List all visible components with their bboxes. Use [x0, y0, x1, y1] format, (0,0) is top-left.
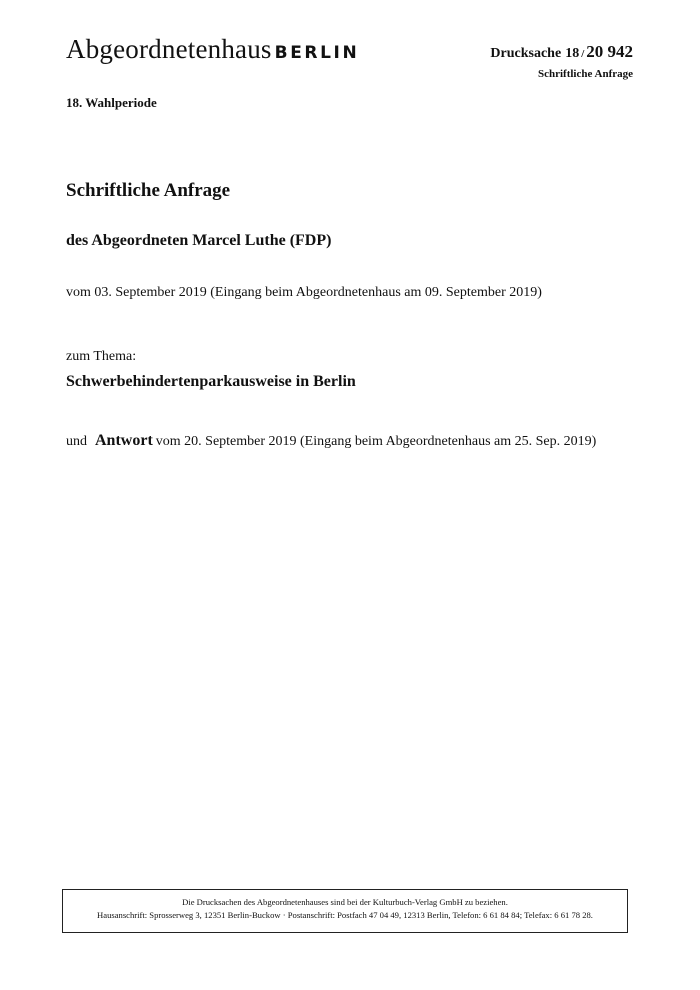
inquiry-topic: Schwerbehindertenparkausweise in Berlin	[66, 373, 356, 390]
parliament-logo	[66, 36, 359, 63]
answer-rest: vom 20. September 2019 (Eingang beim Abgeordnetenhaus am 25. Sep. 2019)	[155, 434, 597, 449]
logo-main-text: Abgeordnetenhaus	[66, 34, 272, 64]
inquiry-author: des Abgeordneten Marcel Luthe (FDP)	[66, 232, 332, 249]
document-number-separator: /	[581, 48, 585, 60]
document-number-value: 20 942	[586, 42, 633, 61]
legislative-period: 18. Wahlperiode	[66, 95, 157, 110]
answer-word: Antwort	[95, 432, 153, 449]
footer-box	[62, 889, 628, 933]
document-number-label: Drucksache	[490, 46, 562, 61]
answer-prefix: und	[66, 434, 87, 449]
document-period: 18	[565, 46, 580, 61]
answer-date-line	[66, 432, 596, 450]
footer-line-address: Hausanschrift: Sprosserweg 3, 12351 Berlin-Buckow · Postanschrift: Postfach 47 04 49, 12313 Berlin, Telefon: 6 61 84 84; Telefax: 6 61 78 28.	[97, 910, 593, 920]
inquiry-date-line: vom 03. September 2019 (Eingang beim Abgeordnetenhaus am 09. September 2019)	[66, 285, 542, 300]
document-number	[490, 43, 633, 61]
document-type: Schriftliche Anfrage	[537, 68, 633, 80]
topic-label: zum Thema:	[66, 349, 137, 364]
footer-line-distribution: Die Drucksachen des Abgeordnetenhauses sind bei der Kulturbuch-Verlag GmbH zu beziehen.	[182, 897, 508, 907]
logo-city-text: BERLIN	[274, 43, 360, 63]
page-title: Schriftliche Anfrage	[66, 180, 231, 201]
